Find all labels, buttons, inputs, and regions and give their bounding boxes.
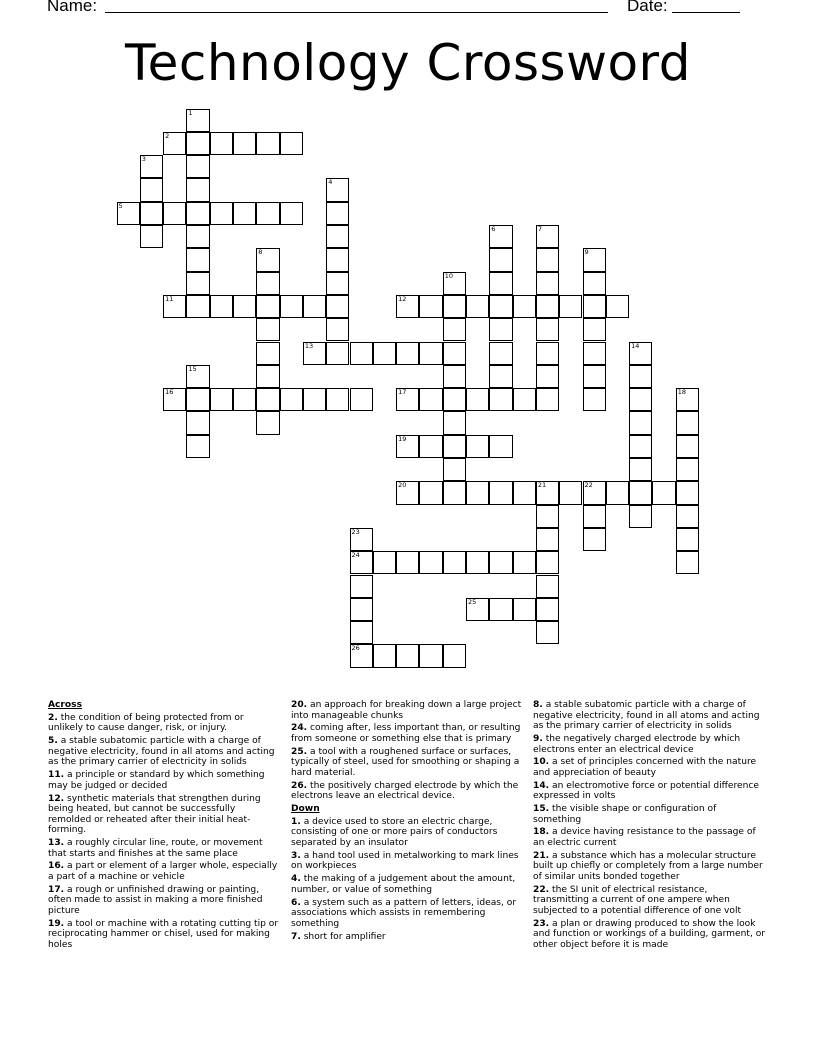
grid-cell[interactable]: [396, 551, 419, 574]
grid-cell[interactable]: [629, 435, 652, 458]
grid-cell[interactable]: [536, 342, 559, 365]
grid-cell[interactable]: [583, 318, 606, 341]
clue-text: a plan or drawing produced to show the look and function or workings of a building, garment, or other object before it is made: [533, 918, 766, 950]
grid-cell[interactable]: [396, 388, 419, 411]
grid-cell[interactable]: [629, 505, 652, 528]
grid-cell[interactable]: [536, 505, 559, 528]
clue-across-17: [48, 885, 281, 917]
clue-number: 4: [328, 178, 333, 187]
clue-text: a substance which has a molecular structure built up chiefly or completely from a large number of similar units bonded together: [533, 850, 763, 883]
grid-cell[interactable]: [443, 318, 466, 341]
name-label: Name:: [47, 0, 98, 15]
clue-down-18: [533, 827, 766, 848]
clue-number: 21: [537, 481, 547, 490]
grid-cell[interactable]: [606, 295, 629, 318]
grid-cell[interactable]: [443, 272, 466, 295]
grid-cell[interactable]: [629, 365, 652, 388]
grid-cell[interactable]: [489, 318, 512, 341]
grid-cell[interactable]: [536, 388, 559, 411]
clue-down-9: [533, 734, 766, 755]
grid-cell[interactable]: [303, 342, 326, 365]
clue-text: the positively charged electrode by which the electrons leave an electrical device.: [291, 780, 519, 802]
grid-cell[interactable]: [583, 388, 606, 411]
grid-cell[interactable]: [419, 435, 442, 458]
grid-cell[interactable]: [489, 435, 512, 458]
grid-cell[interactable]: [140, 202, 163, 225]
grid-cell[interactable]: [419, 481, 442, 504]
clue-number: 5: [118, 201, 123, 210]
grid-cell[interactable]: [513, 295, 536, 318]
across-heading: Across: [48, 700, 82, 710]
grid-cell[interactable]: [536, 575, 559, 598]
clue-column-2: [291, 700, 524, 944]
grid-cell[interactable]: [489, 248, 512, 271]
grid-cell[interactable]: [443, 458, 466, 481]
clue-text: the condition of being protected from or unlikely to cause danger, risk, or injury.: [48, 712, 244, 734]
clue-number: 16: [165, 388, 174, 397]
grid-cell[interactable]: [373, 551, 396, 574]
grid-cell[interactable]: [350, 598, 373, 621]
grid-cell[interactable]: [536, 248, 559, 271]
grid-cell[interactable]: [256, 365, 279, 388]
grid-cell[interactable]: [350, 621, 373, 644]
grid-cell[interactable]: [373, 342, 396, 365]
clue-number: 12: [398, 294, 407, 303]
clue-down-14: [533, 781, 766, 802]
grid-cell[interactable]: [303, 295, 326, 318]
grid-cell[interactable]: [256, 318, 279, 341]
grid-cell[interactable]: [489, 551, 512, 574]
grid-cell[interactable]: [419, 295, 442, 318]
clue-down-4: [291, 874, 524, 895]
grid-cell[interactable]: [676, 411, 699, 434]
grid-cell[interactable]: [326, 272, 349, 295]
grid-cell[interactable]: [652, 481, 675, 504]
clue-text: short for amplifier: [300, 931, 386, 942]
grid-cell[interactable]: [186, 272, 209, 295]
grid-cell[interactable]: [280, 202, 303, 225]
grid-cell[interactable]: [210, 295, 233, 318]
grid-cell[interactable]: [583, 528, 606, 551]
clue-column-1: [48, 700, 281, 953]
grid-cell[interactable]: [233, 295, 256, 318]
clue-number: 20: [398, 481, 407, 490]
clue-down-8: [533, 700, 766, 732]
grid-cell[interactable]: [186, 202, 209, 225]
clue-text: a roughly circular line, route, or movement that starts and finishes at the same place: [48, 838, 263, 859]
clue-number: 7: [537, 225, 543, 233]
clue-number: 18: [677, 388, 686, 397]
grid-cell[interactable]: [256, 248, 279, 271]
grid-cell[interactable]: [676, 528, 699, 551]
grid-cell[interactable]: [396, 481, 419, 504]
grid-cell[interactable]: [536, 272, 559, 295]
grid-cell[interactable]: [536, 225, 559, 248]
date-label: Date:: [627, 0, 668, 15]
clue-down-3: [291, 851, 524, 872]
clue-text: a stable subatomic particle with a charge of negative electricity, found in all atoms and acting as the primary carrier of electricity in solids: [48, 736, 275, 768]
grid-cell[interactable]: [629, 388, 652, 411]
grid-cell[interactable]: [443, 481, 466, 504]
grid-cell[interactable]: [350, 342, 373, 365]
clue-number: 11: [165, 294, 174, 303]
clue-text: a device having resistance to the passage of an electric current: [533, 827, 756, 849]
clue-across-25: [291, 747, 524, 779]
grid-cell[interactable]: [256, 202, 279, 225]
clue-number-label: 11.: [48, 770, 65, 781]
clue-number-label: 6.: [291, 897, 301, 908]
grid-cell[interactable]: [256, 342, 279, 365]
grid-cell[interactable]: [326, 342, 349, 365]
grid-cell[interactable]: [186, 132, 209, 155]
grid-cell[interactable]: [489, 225, 512, 248]
grid-cell[interactable]: [210, 132, 233, 155]
clue-text: a part or element of a larger whole, especially a part of a machine or vehicle: [48, 861, 278, 883]
clue-across-5: [48, 736, 281, 768]
grid-cell[interactable]: [489, 388, 512, 411]
grid-cell[interactable]: [186, 435, 209, 458]
grid-cell[interactable]: [559, 481, 582, 504]
clue-number-label: 22.: [533, 884, 550, 895]
grid-cell[interactable]: [536, 295, 559, 318]
grid-cell[interactable]: [186, 178, 209, 201]
grid-cell[interactable]: [186, 388, 209, 411]
grid-cell[interactable]: [396, 644, 419, 667]
grid-cell[interactable]: [163, 295, 186, 318]
grid-cell[interactable]: [117, 202, 140, 225]
clue-number-label: 1.: [291, 816, 301, 827]
clue-number-label: 8.: [533, 700, 543, 710]
grid-cell[interactable]: [419, 388, 442, 411]
clue-across-12: [48, 794, 281, 836]
grid-cell[interactable]: [629, 411, 652, 434]
grid-cell[interactable]: [489, 481, 512, 504]
grid-cell[interactable]: [583, 505, 606, 528]
clue-across-13: [48, 838, 281, 859]
clue-number-label: 23.: [533, 918, 550, 929]
grid-cell[interactable]: [536, 365, 559, 388]
clue-number-label: 18.: [533, 827, 550, 838]
grid-cell[interactable]: [186, 155, 209, 178]
clue-number-label: 14.: [533, 780, 550, 791]
clue-across-24: [291, 723, 524, 744]
grid-cell[interactable]: [629, 481, 652, 504]
grid-cell[interactable]: [303, 388, 326, 411]
grid-cell[interactable]: [256, 132, 279, 155]
clue-down-7: [291, 932, 524, 943]
clue-number: 22: [584, 481, 593, 490]
grid-cell[interactable]: [489, 272, 512, 295]
grid-cell[interactable]: [419, 342, 442, 365]
grid-cell[interactable]: [280, 132, 303, 155]
clue-text: the visible shape or configuration of something: [533, 804, 717, 825]
grid-cell[interactable]: [676, 505, 699, 528]
grid-cell[interactable]: [326, 295, 349, 318]
clue-number-label: 12.: [48, 793, 65, 804]
clue-text: a system such as a pattern of letters, ideas, or associations which assists in remembering something: [291, 897, 517, 929]
grid-cell[interactable]: [233, 202, 256, 225]
grid-cell[interactable]: [140, 155, 163, 178]
clue-number: 1: [188, 108, 193, 117]
clue-number-label: 26.: [291, 780, 308, 791]
clue-down-1: [291, 817, 524, 849]
grid-cell[interactable]: [280, 295, 303, 318]
clue-text: an electromotive force or potential difference expressed in volts: [533, 780, 759, 802]
grid-cell[interactable]: [233, 388, 256, 411]
clue-text: coming after, less important than, or resulting from someone or something else that is primary: [291, 723, 521, 744]
clue-number: 13: [304, 341, 314, 350]
grid-cell[interactable]: [326, 318, 349, 341]
grid-cell[interactable]: [210, 202, 233, 225]
clue-number-label: 10.: [533, 757, 550, 768]
clue-text: an approach for breaking down a large project into manageable chunks: [291, 700, 522, 721]
grid-cell[interactable]: [280, 388, 303, 411]
grid-cell[interactable]: [350, 575, 373, 598]
clue-column-3: [533, 700, 766, 953]
clue-number: 9: [584, 248, 589, 257]
grid-cell[interactable]: [350, 388, 373, 411]
grid-cell[interactable]: [513, 388, 536, 411]
clue-down-22: [533, 885, 766, 917]
grid-cell[interactable]: [443, 644, 466, 667]
grid-cell[interactable]: [489, 365, 512, 388]
clue-number: 8: [258, 248, 263, 257]
grid-cell[interactable]: [326, 248, 349, 271]
clue-number: 15: [188, 364, 197, 373]
clue-text: synthetic materials that strengthen during being heated, but cannot be successfully remolded or reheated after their initial heat-forming.: [48, 793, 261, 836]
grid-cell[interactable]: [233, 132, 256, 155]
grid-cell[interactable]: [536, 621, 559, 644]
grid-cell[interactable]: [443, 551, 466, 574]
clue-number-label: 24.: [291, 723, 308, 734]
grid-cell[interactable]: [326, 178, 349, 201]
grid-cell[interactable]: [256, 295, 279, 318]
clue-across-20: [291, 700, 524, 721]
grid-cell[interactable]: [513, 481, 536, 504]
grid-cell[interactable]: [536, 598, 559, 621]
clue-number-label: 2.: [48, 712, 58, 723]
grid-cell[interactable]: [536, 528, 559, 551]
clue-text: a set of principles concerned with the nature and appreciation of beauty: [533, 757, 757, 778]
grid-cell[interactable]: [256, 388, 279, 411]
clue-number: 26: [351, 644, 360, 653]
grid-cell[interactable]: [443, 342, 466, 365]
clue-text: the making of a judgement about the amount, number, or value of something: [291, 874, 516, 895]
clue-number-label: 5.: [48, 736, 58, 747]
grid-cell[interactable]: [583, 272, 606, 295]
clue-number: 10: [444, 271, 453, 280]
clue-number: 3: [141, 155, 146, 164]
grid-cell[interactable]: [629, 342, 652, 365]
grid-cell[interactable]: [256, 411, 279, 434]
clue-number-label: 20.: [291, 700, 308, 710]
grid-cell[interactable]: [489, 342, 512, 365]
grid-cell[interactable]: [676, 458, 699, 481]
grid-cell[interactable]: [466, 598, 489, 621]
clue-text: a hand tool used in metalworking to mark lines on workpieces: [291, 850, 519, 872]
clue-number: 23: [351, 527, 360, 536]
grid-cell[interactable]: [396, 435, 419, 458]
grid-cell[interactable]: [186, 411, 209, 434]
grid-cell[interactable]: [396, 295, 419, 318]
clue-down-15: [533, 804, 766, 825]
grid-cell[interactable]: [536, 551, 559, 574]
clue-text: a rough or unfinished drawing or painting, often made to assist in making a more finished picture: [48, 884, 263, 916]
grid-cell[interactable]: [373, 644, 396, 667]
clue-across-16: [48, 861, 281, 882]
clue-number-label: 13.: [48, 838, 65, 849]
grid-cell[interactable]: [676, 481, 699, 504]
grid-cell[interactable]: [466, 295, 489, 318]
grid-cell[interactable]: [186, 109, 209, 132]
grid-cell[interactable]: [443, 411, 466, 434]
clue-across-2: [48, 713, 281, 734]
grid-cell[interactable]: [466, 551, 489, 574]
clue-text: a device used to store an electric charge, consisting of one or more pairs of conductors separated by an insulator: [291, 816, 498, 849]
clue-down-6: [291, 898, 524, 930]
clue-text: the SI unit of electrical resistance, transmitting a current of one ampere when subjected to a potential difference of one volt: [533, 884, 742, 916]
clue-number: 2: [165, 131, 170, 140]
grid-cell[interactable]: [513, 598, 536, 621]
grid-cell[interactable]: [443, 435, 466, 458]
clue-text: a principle or standard by which something may be judged or decided: [48, 770, 265, 791]
clue-number-label: 21.: [533, 850, 550, 861]
clue-across-19: [48, 919, 281, 951]
clue-number: 6: [491, 225, 496, 233]
grid-cell[interactable]: [629, 458, 652, 481]
grid-cell[interactable]: [606, 481, 629, 504]
grid-cell[interactable]: [350, 551, 373, 574]
clue-number: 17: [398, 388, 407, 397]
grid-cell[interactable]: [536, 481, 559, 504]
grid-cell[interactable]: [396, 342, 419, 365]
grid-cell[interactable]: [676, 551, 699, 574]
grid-cell[interactable]: [350, 528, 373, 551]
grid-cell[interactable]: [419, 644, 442, 667]
clue-text: a tool or machine with a rotating cutting tip or reciprocating hammer or chisel, used for making holes: [48, 918, 279, 950]
grid-cell[interactable]: [559, 295, 582, 318]
grid-cell[interactable]: [326, 202, 349, 225]
grid-cell[interactable]: [676, 435, 699, 458]
clue-number-label: 3.: [291, 850, 301, 861]
grid-cell[interactable]: [163, 202, 186, 225]
clue-text: the negatively charged electrode by which electrons enter an electrical device: [533, 733, 741, 755]
grid-cell[interactable]: [443, 295, 466, 318]
clue-text: a stable subatomic particle with a charge of negative electricity, found in all atoms and acting as the primary carrier of electricity in solids: [533, 700, 760, 732]
grid-cell[interactable]: [186, 365, 209, 388]
grid-cell[interactable]: [443, 388, 466, 411]
grid-cell[interactable]: [583, 342, 606, 365]
grid-cell[interactable]: [676, 388, 699, 411]
clue-number: 14: [631, 341, 640, 350]
page-title: Technology Crossword: [125, 34, 691, 92]
grid-cell[interactable]: [583, 248, 606, 271]
grid-cell[interactable]: [210, 388, 233, 411]
grid-cell[interactable]: [489, 295, 512, 318]
grid-cell[interactable]: [536, 318, 559, 341]
grid-cell[interactable]: [583, 365, 606, 388]
grid-cell[interactable]: [419, 551, 442, 574]
clue-number-label: 19.: [48, 918, 65, 929]
down-heading: Down: [291, 804, 320, 815]
clue-number: 24: [351, 551, 360, 560]
grid-cell[interactable]: [140, 225, 163, 248]
clue-number-label: 25.: [291, 746, 308, 757]
clue-across-26: [291, 781, 524, 802]
grid-cell[interactable]: [163, 388, 186, 411]
grid-cell[interactable]: [326, 225, 349, 248]
grid-cell[interactable]: [186, 225, 209, 248]
clue-text: a tool with a roughened surface or surfaces, typically of steel, used for smoothing or shaping a hard material.: [291, 746, 520, 778]
clue-number-label: 9.: [533, 733, 543, 744]
clue-number-label: 16.: [48, 861, 65, 872]
grid-cell[interactable]: [186, 295, 209, 318]
clue-number-label: 15.: [533, 804, 550, 815]
grid-cell[interactable]: [583, 481, 606, 504]
clue-number-label: 17.: [48, 884, 65, 895]
grid-cell[interactable]: [443, 365, 466, 388]
clue-number: 25: [468, 597, 477, 606]
grid-cell[interactable]: [466, 388, 489, 411]
clue-down-21: [533, 851, 766, 883]
grid-cell[interactable]: [326, 388, 349, 411]
clue-number-label: 7.: [291, 931, 301, 942]
grid-cell[interactable]: [583, 295, 606, 318]
clue-number-label: 4.: [291, 874, 301, 885]
clue-down-10: [533, 757, 766, 778]
grid-cell[interactable]: [513, 551, 536, 574]
grid-cell[interactable]: [140, 178, 163, 201]
grid-cell[interactable]: [489, 598, 512, 621]
grid-cell[interactable]: [163, 132, 186, 155]
clue-across-11: [48, 770, 281, 791]
grid-cell[interactable]: [466, 435, 489, 458]
clue-down-23: [533, 919, 766, 951]
grid-cell[interactable]: [256, 272, 279, 295]
grid-cell[interactable]: [466, 481, 489, 504]
grid-cell[interactable]: [186, 248, 209, 271]
clue-number: 19: [398, 434, 407, 443]
grid-cell[interactable]: [350, 644, 373, 667]
